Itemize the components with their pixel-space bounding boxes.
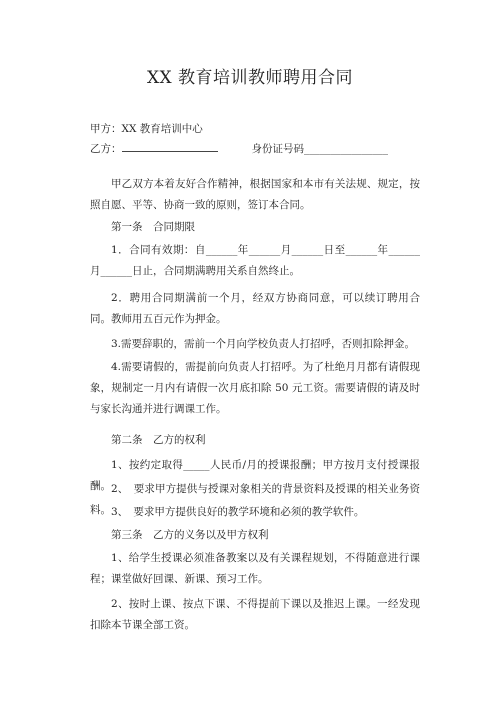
- article-3-clause-1: 1、给学生授课必须准备教案以及有关课程规划，不得随意进行课程；课堂做好回课、新课、预习工作。: [90, 552, 420, 585]
- article-2-clause-2: 2、 要求甲方提供与授课对象相关的背景资料及授课的相关业务资料。: [90, 483, 420, 516]
- article-3-clause-2: 2、按时上课、按点下课、不得提前下课以及推迟上课。一经发现扣除本节课全部工资。: [90, 598, 420, 631]
- article-3-title: 第三条 乙方的义务以及甲方权利: [111, 529, 269, 541]
- id-blank: ________________: [304, 143, 388, 155]
- intro-paragraph: 甲乙双方本着友好合作精神，根据国家和本市有关法规、规定，按照自愿、平等、协商一致的原则，签订本合同。: [90, 178, 420, 211]
- article-1-title: 第一条 合同期限: [111, 221, 195, 233]
- article-2-clause-1: 1、按约定取得_____人民币/月的授课报酬；甲方按月支付授课报酬。: [90, 459, 420, 492]
- party-b-blank: [122, 141, 218, 152]
- party-b-label: 乙方：: [90, 143, 122, 155]
- article-2-title: 第二条 乙方的权利: [111, 434, 206, 446]
- article-1-clause-4: 4.需要请假的，需提前向负责人打招呼。为了杜绝月月都有请假现象，规制定一月内有请假一次月底扣除 50 元工资。需要请假的请及时与家长沟通并进行调课工作。: [90, 361, 420, 415]
- document-title: XX 教育培训教师聘用合同: [146, 68, 354, 88]
- party-b-line: [90, 141, 420, 156]
- article-1-clause-1: 1．合同有效期：自______年______月______日至______年______月______日止，合同期满聘用关系自然终止。: [90, 244, 420, 277]
- article-1-clause-3: 3.需要辞职的，需前一个月向学校负责人打招呼，否则扣除押金。: [111, 338, 416, 350]
- article-1-clause-2: 2．聘用合同期满前一个月，经双方协商同意，可以续订聘用合同。教师用五百元作为押金。: [90, 292, 420, 325]
- id-label: 身份证号码: [251, 143, 304, 155]
- party-a-line: 甲方：XX 教育培训中心: [90, 123, 203, 135]
- article-2-clause-3: 3、 要求甲方提供良好的教学环境和必须的教学软件。: [111, 506, 365, 518]
